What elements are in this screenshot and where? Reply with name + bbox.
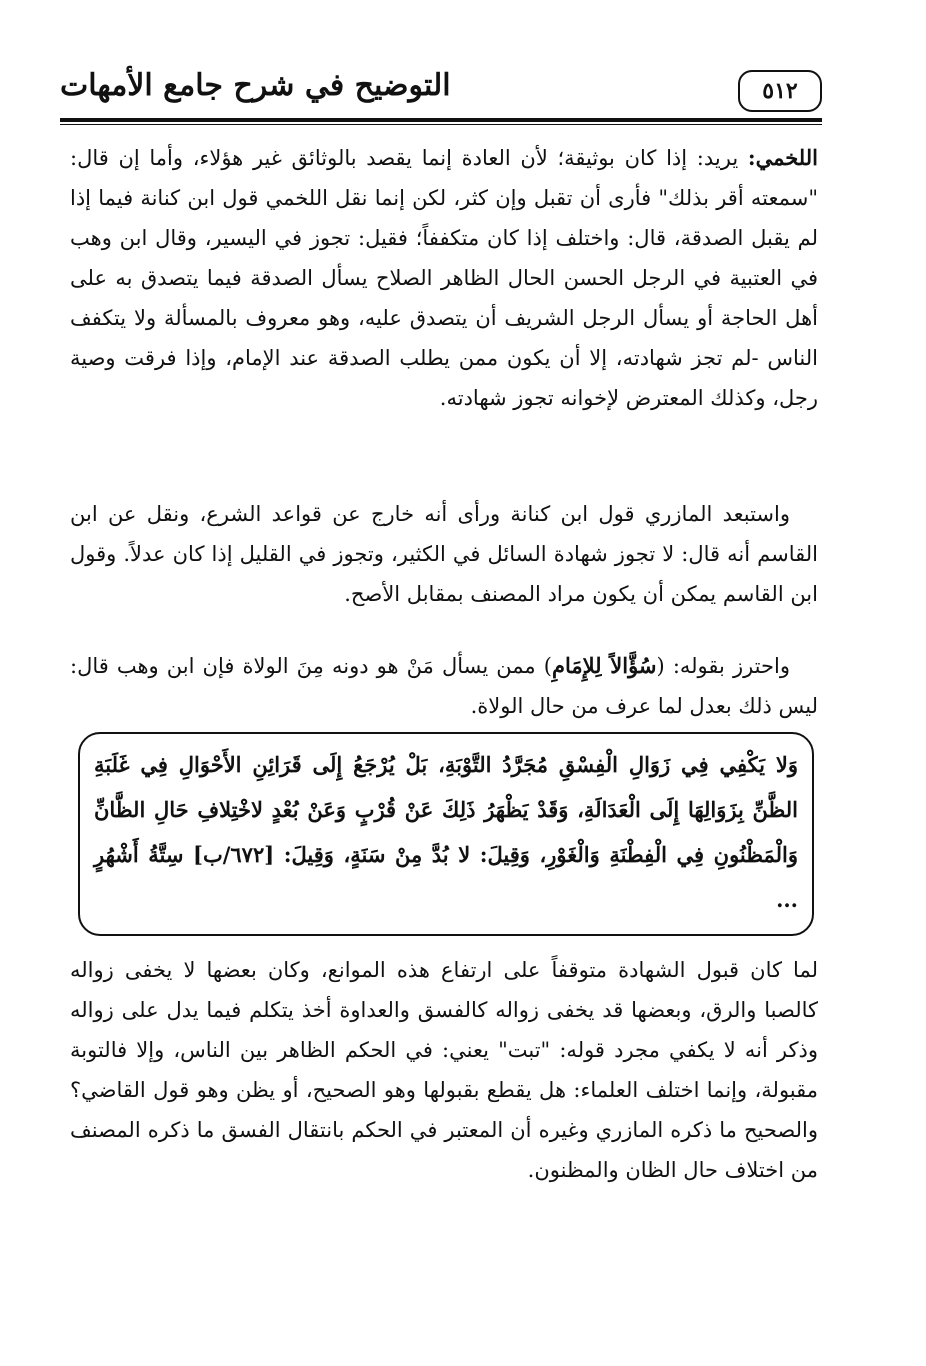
page-header [60,64,822,116]
paragraph-text-end: ) ممن يسأل مَنْ هو دونه مِنَ الولاة فإن ابن وهب قال: ليس ذلك بعدل لما عرف من حال الولاة. [70,654,818,718]
commentary-paragraph-3 [70,646,818,726]
header-divider-thin [60,124,822,125]
page-number: ٥١٢ [738,70,822,112]
book-title: التوضيح في شرح جامع الأمهات [60,68,451,103]
commentary-paragraph-1 [70,138,818,418]
paragraph-text: واستبعد المازري قول ابن كنانة ورأى أنه خارج عن قواعد الشرع، ونقل عن ابن القاسم أنه قال: لا تجوز شهادة السائل في الكثير، وتجوز في القليل إذا كان عدلاً. وقول ابن القاسم يمكن أن يكون مراد المصنف بمقابل الأصح. [70,502,818,606]
paragraph-text: يريد: إذا كان بوثيقة؛ لأن العادة إنما يقصد بالوثائق غير هؤلاء، وأما إن قال: "سمعته أقر بذلك" فأرى أن تقبل وإن كثر، لكن إنما نقل اللخمي قول ابن كنانة فيما إذا لم يقبل الصدقة، قال: واختلف إذا كان متكففاً؛ فقيل: تجوز في اليسير، وقال ابن وهب في العتبية في الرجل الحسن الحال الظاهر الصلاح يسأل الصدقة فيما يتصدق به على أهل الحاجة أو يسأل الرجل الشريف أن يتصدق عليه، وهو معروف بالمسألة ولا يتكفف الناس -لم تجز شهادته، إلا أن يكون ممن يطلب الصدقة عند الإمام، وإذا فرقت وصية رجل، وكذلك المعترض لإخوانه تجوز شهادته. [70,146,818,410]
commentary-paragraph-4 [70,950,818,1190]
commentary-paragraph-2 [70,494,818,614]
paragraph-text: لما كان قبول الشهادة متوقفاً على ارتفاع هذه الموانع، وكان بعضها لا يخفى زواله كالصبا والرق، وبعضها قد يخفى زواله كالفسق والعداوة أخذ يتكلم فيما يدل على زواله وذكر أنه لا يكفي مجرد قوله: "تبت" يعني: في الحكم الظاهر بين الناس، وإلا فالتوبة مقبولة، وإنما اختلف العلماء: هل يقطع بقبولها وهو الصحيح، أو يظن وهو قول القاضي؟ والصحيح ما ذكره المازري وغيره أن المعتبر في الحكم بانتقال الفسق ما ذكره المصنف من اختلاف حال الظان والمظنون. [70,958,818,1182]
header-divider [60,118,822,122]
quoted-matn-term: سُؤَّالاً لِلإِمَامِ [551,653,657,678]
matn-text: وَلا يَكْفِي فِي زَوَالِ الْفِسْقِ مُجَرَّدُ التَّوْبَةِ، بَلْ يُرْجَعُ إِلَى قَرَائِنِ الأَحْوَالِ فِي غَلَبَةِ الظَّنِّ بِزَوَالِهَا إِلَى الْعَدَالَةِ، وَقَدْ يَظْهَرُ ذَلِكَ عَنْ قُرْبٍ وَعَنْ بُعْدٍ لاخْتِلافِ حَالِ الظَّانِّ وَالْمَظْنُونِ فِي الْفِطْنَةِ وَالْغَوْرِ، وَقِيلَ: لا بُدَّ مِنْ سَنَةٍ، وَقِيلَ: [٦٧٢/ب] سِتَّةُ أَشْهُرٍ ... [94,752,799,912]
paragraph-text-start: واحترز بقوله: ( [656,654,790,678]
matn-box [78,732,814,936]
scholar-name: اللخمي: [747,145,818,170]
